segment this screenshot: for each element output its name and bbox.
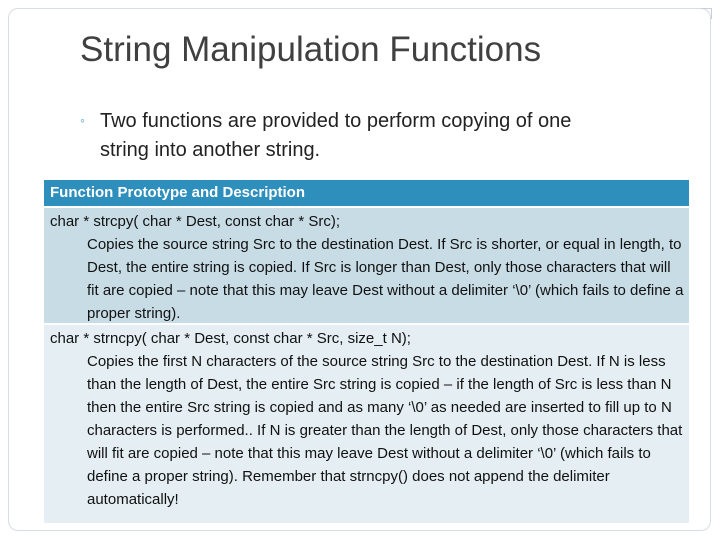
function-prototype: char * strncpy( char * Dest, const char * Src, size_t N); <box>50 330 411 347</box>
function-table <box>44 180 689 523</box>
table-row-strcpy <box>44 206 689 323</box>
table-header: Function Prototype and Description <box>44 180 689 206</box>
slide-title: String Manipulation Functions <box>80 30 542 69</box>
bullet-point <box>80 106 700 165</box>
function-description: Copies the source string Src to the destination Dest. If Src is shorter, or equal in length, to Dest, the entire string is copied. If Src is longer than Dest, only those characters that will fit are copied – note that this may leave Dest without a delimiter ‘\0’ (which fails to define a proper string). <box>87 236 684 322</box>
corner-decoration <box>701 8 712 19</box>
bullet-icon: ◦ <box>80 112 85 128</box>
table-row-strncpy <box>44 323 689 523</box>
bullet-text-line-1: Two functions are provided to perform copying of one <box>100 110 572 132</box>
function-description: Copies the first N characters of the source string Src to the destination Dest. If N is less than the length of Dest, the entire Src string is copied – if the length of Src is less than N then the entire Src string is copied and as many ‘\0’ as needed are inserted to fill up to N characters is performed.. If N is greater than the length of Dest, only those characters that will fit are copied – note that this may leave Dest without a delimiter ‘\0’ (which fails to define a proper string). Remember that strncpy() does not append the delimiter automatically! <box>87 353 683 508</box>
bullet-text-line-2: string into another string. <box>100 139 321 161</box>
function-prototype: char * strcpy( char * Dest, const char * Src); <box>50 213 341 230</box>
